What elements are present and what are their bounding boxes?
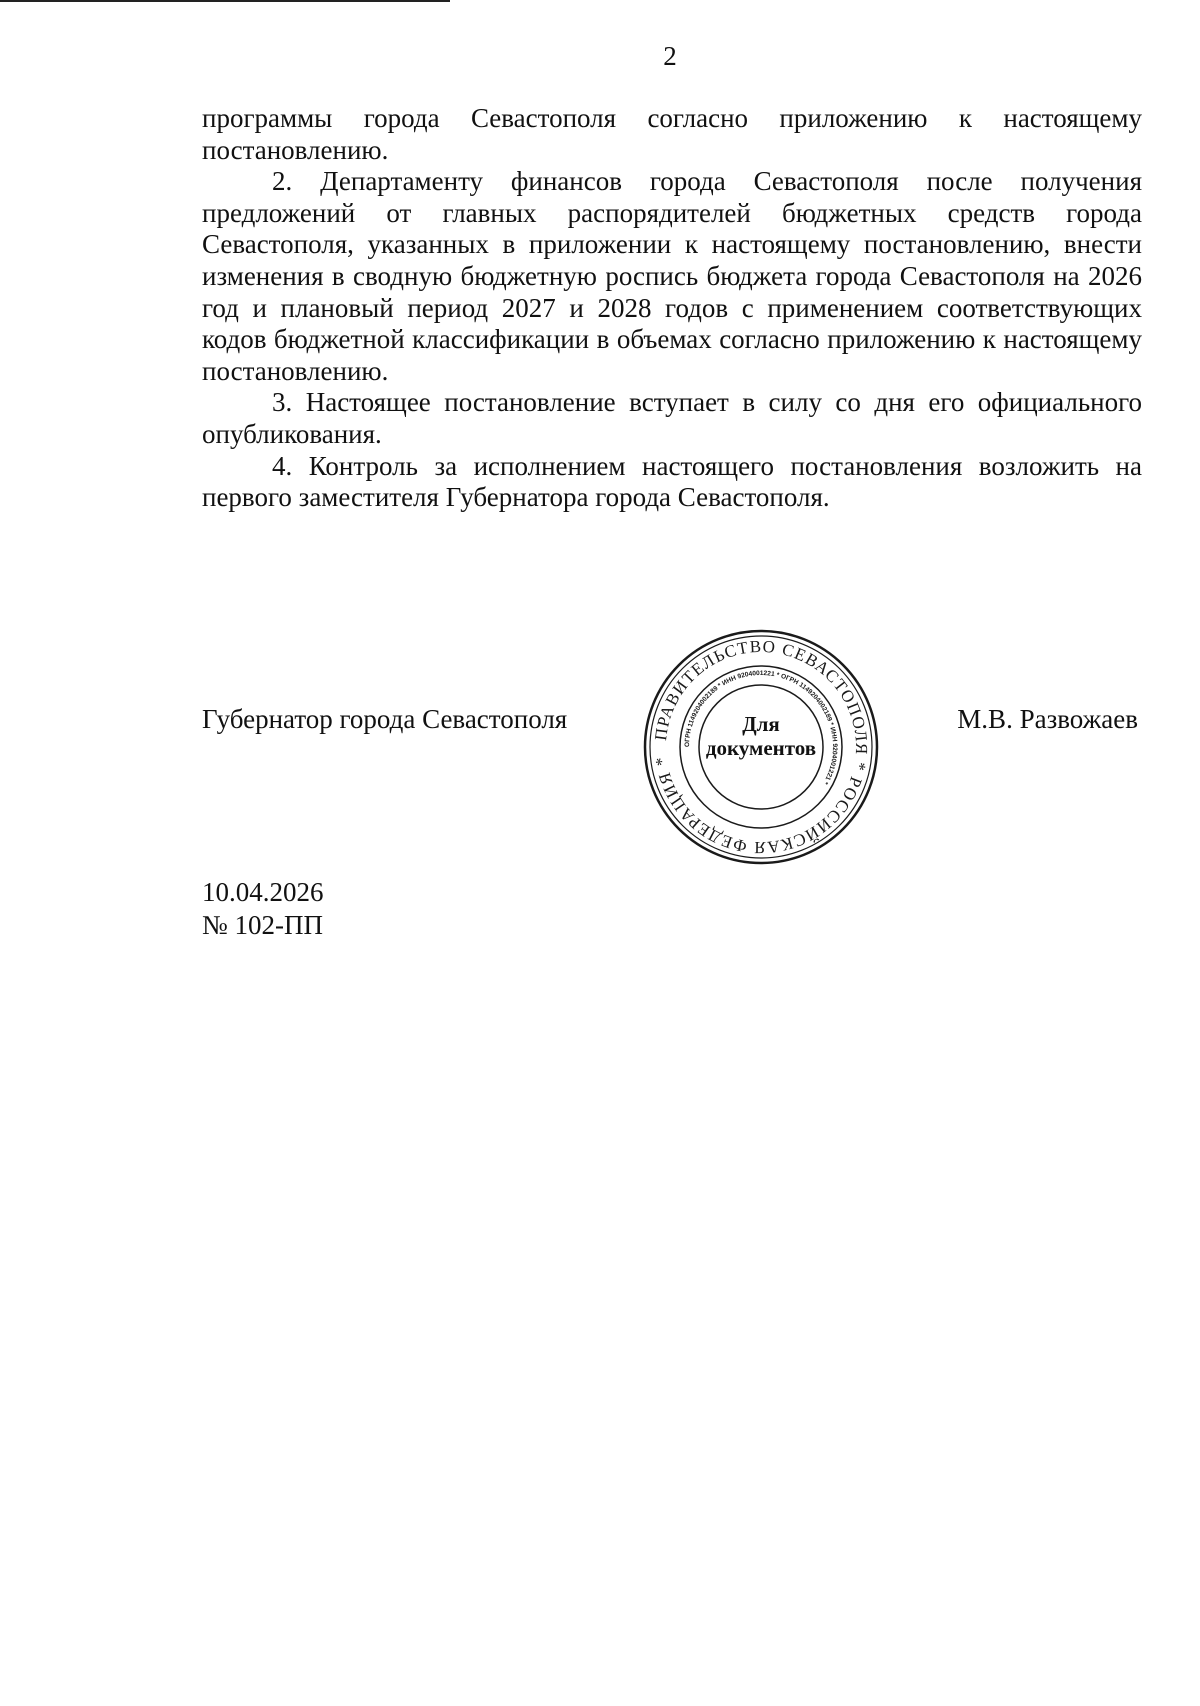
top-rule: [0, 0, 450, 2]
page-number: 2: [663, 41, 677, 71]
paragraph-item-2: 2. Департаменту финансов города Севастополя после получения предложений от главных распорядителей бюджетных средств города Севастополя, указанных в приложении к настоящему постановлению, внести изменения в сводную бюджетную роспись бюджета города Севастополя на 2026 год и плановый период 2027 и 2028 годов с применением соответствующих кодов бюджетной классификации в объемах согласно приложению к настоящему постановлению.: [202, 166, 1142, 386]
paragraph-continuation: программы города Севастополя согласно приложению к настоящему постановлению.: [202, 103, 1142, 165]
official-seal: [642, 628, 880, 866]
document-number: № 102-ПП: [202, 910, 323, 940]
seal-inner-text: ОГРН 1149204002189 * ИНН 9204001221 * ОГРН 1149204002189 * ИНН 9204001221 *: [683, 669, 839, 786]
seal-center-line-2: документов: [705, 736, 817, 760]
signatory-title: Губернатор города Севастополя: [202, 704, 568, 734]
seal-center-line-1: Для: [742, 712, 780, 736]
paragraph-item-3: 3. Настоящее постановление вступает в силу со дня его официального опубликования.: [202, 387, 1142, 449]
seal-center-label: [642, 712, 880, 760]
document-body: [202, 103, 1142, 514]
paragraph-item-4: 4. Контроль за исполнением настоящего постановления возложить на первого заместителя Губернатора города Севастополя.: [202, 450, 1142, 513]
signatory-name: М.В. Развожаев: [957, 704, 1138, 734]
seal-outer-text: ПРАВИТЕЛЬСТВО СЕВАСТОПОЛЯ * РОССИЙСКАЯ ФЕДЕРАЦИЯ *: [651, 636, 872, 858]
document-date: 10.04.2026: [202, 877, 324, 907]
